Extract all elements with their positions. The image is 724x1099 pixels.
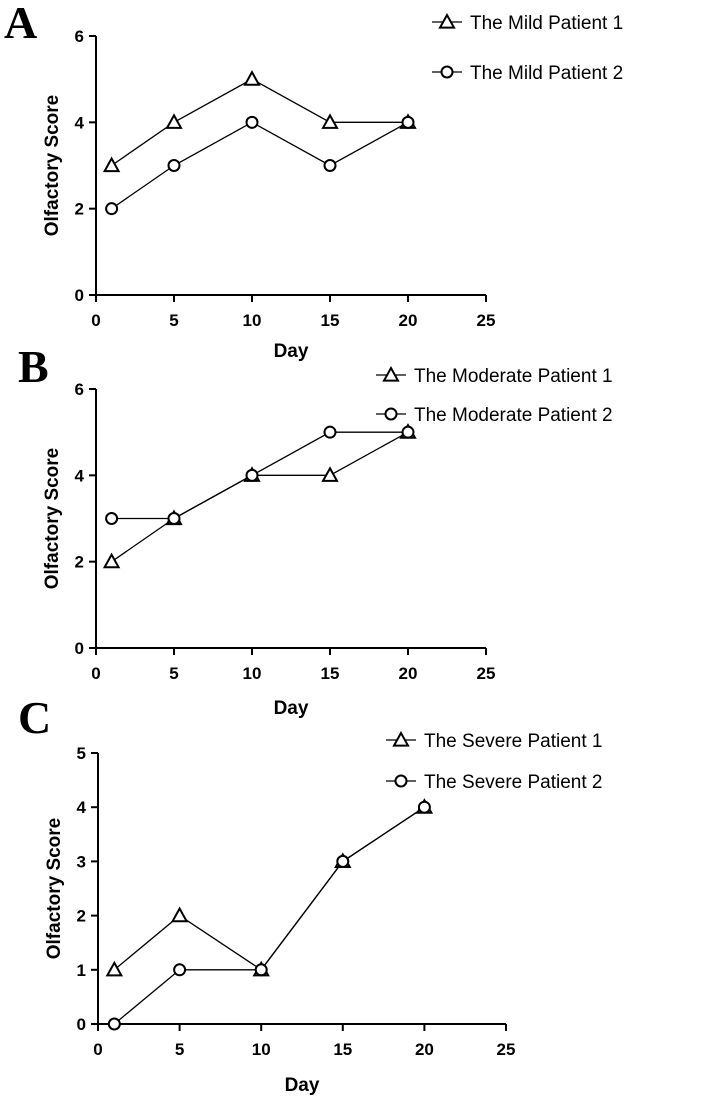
- panel-b-legend-2-label: The Moderate Patient 2: [414, 405, 613, 426]
- panel-a: [4, 0, 623, 362]
- panel-b-x-tick-label: 10: [242, 664, 262, 683]
- panel-a-y-tick-label: 2: [74, 199, 84, 219]
- panel-a-series-1-point: [167, 115, 181, 128]
- panel-a-y-tick-label: 0: [74, 286, 84, 305]
- panel-a-y-tick-label: 4: [74, 113, 84, 133]
- panel-a-legend-2-label: The Mild Patient 2: [470, 63, 624, 84]
- panel-c-legend-2-label: The Severe Patient 2: [424, 772, 603, 793]
- panel-c-series-1-point: [107, 963, 121, 976]
- panel-b-series-1-line: [112, 432, 408, 562]
- panel-c-series-2-point: [174, 964, 185, 975]
- panel-c-y-tick-label: 2: [76, 906, 86, 926]
- panel-b-x-tick-label: 0: [91, 664, 101, 683]
- panel-c-y-tick-label: 0: [76, 1015, 86, 1034]
- panel-b-x-tick-label: 20: [398, 664, 418, 683]
- panel-c-legend-1-triangle-icon: [394, 733, 408, 746]
- panel-b-y-tick-label: 4: [74, 466, 84, 486]
- panel-c-y-tick-label: 1: [76, 960, 86, 980]
- panel-a-legend-1-label: The Mild Patient 1: [470, 13, 624, 34]
- panel-b-series-2-point: [325, 427, 336, 438]
- panel-b-y-tick-label: 6: [74, 380, 84, 399]
- panel-c: [18, 692, 603, 1096]
- panel-b-series-1-point: [105, 555, 119, 568]
- panel-b-x-tick-label: 25: [476, 664, 496, 683]
- panel-a-x-tick-label: 10: [242, 311, 262, 330]
- panel-b-series-2-point: [403, 427, 414, 438]
- panel-a-series-2-point: [247, 117, 258, 128]
- panel-c-y-tick-label: 5: [76, 744, 86, 763]
- panel-a-legend-2-circle-icon: [442, 67, 453, 78]
- panel-a-series-1-point: [323, 115, 337, 128]
- panel-a-x-tick-label: 0: [91, 311, 101, 330]
- panel-a-letter: A: [4, 0, 38, 48]
- panel-c-series-2-point: [337, 856, 348, 867]
- panel-a-series-1-point: [105, 159, 119, 172]
- panel-b-legend-1-label: The Moderate Patient 1: [414, 366, 613, 387]
- panel-a-y-axis-title: Olfactory Score: [42, 94, 63, 237]
- panel-b-x-axis-title: Day: [273, 698, 309, 719]
- panel-c-x-tick-label: 20: [414, 1040, 434, 1059]
- panel-a-legend-1-triangle-icon: [440, 15, 454, 28]
- panel-a-x-axis-title: Day: [273, 341, 309, 362]
- panel-c-letter: C: [18, 692, 52, 743]
- panel-b-series-2-point: [106, 513, 117, 524]
- panel-c-y-tick-label: 3: [76, 852, 86, 872]
- panel-a-x-tick-label: 20: [398, 311, 418, 330]
- panel-c-y-tick-label: 4: [76, 798, 86, 818]
- panel-b-y-tick-label: 2: [74, 552, 84, 572]
- panel-b-series-2-point: [169, 513, 180, 524]
- panel-b-x-tick-label: 15: [320, 664, 340, 683]
- panel-a-series-1-point: [245, 72, 259, 85]
- panel-b-y-axis-title: Olfactory Score: [42, 447, 63, 590]
- panel-b-legend-1-triangle-icon: [384, 368, 398, 381]
- panel-a-series-2-point: [106, 203, 117, 214]
- panel-b-x-tick-label: 5: [169, 664, 179, 683]
- panel-c-y-axis-title: Olfactory Score: [44, 817, 65, 960]
- panel-b-y-tick-label: 0: [74, 639, 84, 658]
- panel-c-x-tick-label: 0: [93, 1040, 103, 1059]
- panel-b-series-2-point: [247, 470, 258, 481]
- panel-c-series-2-point: [109, 1019, 120, 1030]
- panel-c-legend-2-circle-icon: [396, 776, 407, 787]
- panel-c-x-tick-label: 25: [496, 1040, 516, 1059]
- panel-c-x-tick-label: 10: [251, 1040, 271, 1059]
- panel-c-series-1-line: [114, 807, 424, 970]
- panel-a-series-1-line: [112, 79, 408, 165]
- panel-c-x-axis-title: Day: [284, 1075, 320, 1096]
- panel-b-legend-2-circle-icon: [386, 409, 397, 420]
- panel-a-x-tick-label: 25: [476, 311, 496, 330]
- panel-a-series-2-point: [169, 160, 180, 171]
- panel-c-legend-1-label: The Severe Patient 1: [424, 731, 603, 752]
- panel-a-x-tick-label: 5: [169, 311, 179, 330]
- panel-c-series-2-line: [114, 807, 424, 1024]
- panel-c-x-tick-label: 5: [174, 1040, 185, 1059]
- panel-a-y-tick-label: 6: [74, 27, 84, 46]
- panel-a-series-2-point: [325, 160, 336, 171]
- panel-c-series-2-point: [256, 964, 267, 975]
- panel-a-x-tick-label: 15: [320, 311, 340, 330]
- panel-b: [18, 341, 613, 719]
- panel-a-series-2-point: [403, 117, 414, 128]
- panel-b-letter: B: [18, 341, 49, 392]
- panel-c-series-1-point: [173, 909, 187, 922]
- panel-c-series-2-point: [419, 802, 430, 813]
- panel-b-series-1-point: [323, 468, 337, 481]
- panel-c-x-tick-label: 15: [333, 1040, 353, 1059]
